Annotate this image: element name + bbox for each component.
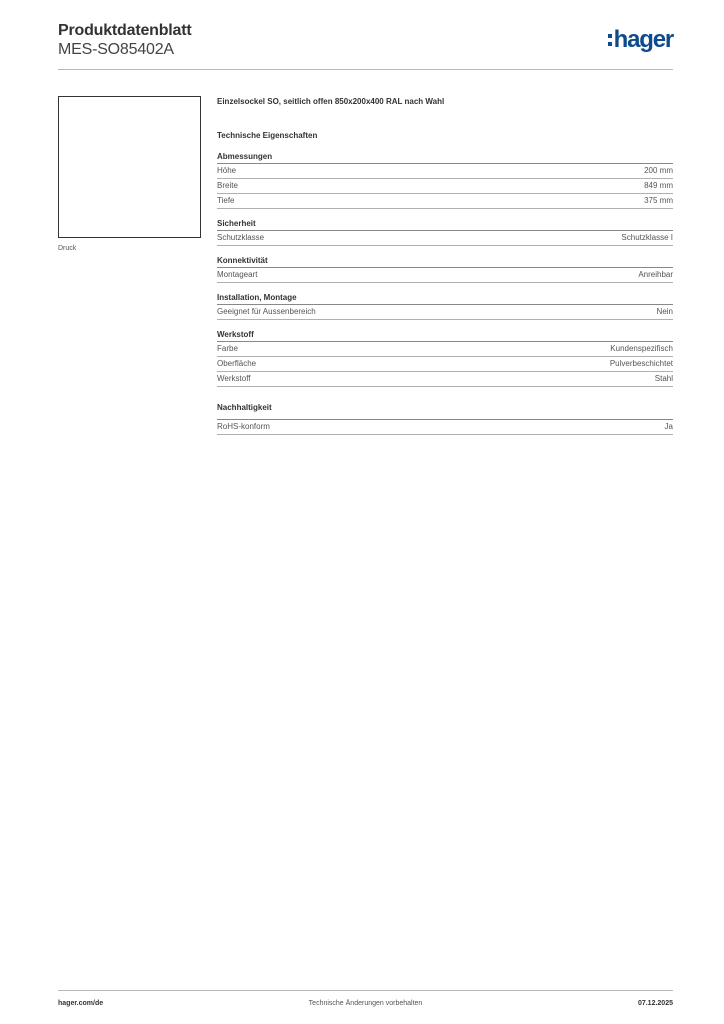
table-row <box>217 342 673 357</box>
row-label: Montageart <box>217 270 258 279</box>
document-title: Produktdatenblatt <box>58 22 192 39</box>
footer-website: hager.com/de <box>58 1000 104 1007</box>
row-label: Oberfläche <box>217 359 257 368</box>
row-value: Kundenspezifisch <box>610 344 673 353</box>
logo-colon-icon <box>608 32 612 48</box>
group-sicherheit <box>217 218 673 246</box>
article-number: MES-SO85402A <box>58 41 174 58</box>
row-value: 375 mm <box>644 196 673 205</box>
row-label: Tiefe <box>217 196 235 205</box>
row-label: Werkstoff <box>217 374 251 383</box>
table-row <box>217 268 673 283</box>
table-row <box>217 420 673 435</box>
row-value: Ja <box>664 422 673 431</box>
row-label: Höhe <box>217 166 237 175</box>
logo-text: hager <box>613 26 673 53</box>
row-value: 849 mm <box>644 181 673 190</box>
group-title: Werkstoff <box>217 329 673 342</box>
row-label: Geeignet für Aussenbereich <box>217 307 316 316</box>
product-description: Einzelsockel SO, seitlich offen 850x200x400 RAL nach Wahl <box>217 97 445 106</box>
footer-date: 07.12.2025 <box>637 1000 673 1007</box>
table-row <box>217 194 673 209</box>
group-konnektivitaet <box>217 255 673 283</box>
row-value: Nein <box>656 307 673 316</box>
table-row <box>217 357 673 372</box>
image-caption: Druck <box>58 245 77 252</box>
group-abmessungen <box>217 151 673 209</box>
footer-notice: Technische Änderungen vorbehalten <box>308 1000 423 1007</box>
group-werkstoff <box>217 329 673 387</box>
table-row <box>217 231 673 246</box>
table-row <box>217 164 673 179</box>
row-value: Stahl <box>654 374 673 383</box>
group-title: Abmessungen <box>217 151 673 164</box>
row-label: Farbe <box>217 344 238 353</box>
product-details <box>217 96 673 435</box>
hager-logo <box>608 28 673 52</box>
table-row <box>217 372 673 387</box>
page-footer <box>58 990 673 1012</box>
group-nachhaltigkeit <box>217 403 673 435</box>
group-title: Installation, Montage <box>217 292 673 305</box>
page-header <box>58 22 673 70</box>
group-installation <box>217 292 673 320</box>
table-row <box>217 179 673 194</box>
table-row <box>217 305 673 320</box>
section-heading: Technische Eigenschaften <box>217 131 318 140</box>
row-label: Schutzklasse <box>217 233 265 242</box>
group-title: Nachhaltigkeit <box>217 403 673 420</box>
row-label: RoHS-konform <box>217 422 270 431</box>
group-title: Konnektivität <box>217 255 673 268</box>
group-title: Sicherheit <box>217 218 673 231</box>
row-label: Breite <box>217 181 238 190</box>
row-value: 200 mm <box>644 166 673 175</box>
row-value: Pulverbeschichtet <box>609 359 673 368</box>
product-image-placeholder <box>58 96 201 238</box>
row-value: Anreihbar <box>638 270 673 279</box>
row-value: Schutzklasse I <box>621 233 673 242</box>
